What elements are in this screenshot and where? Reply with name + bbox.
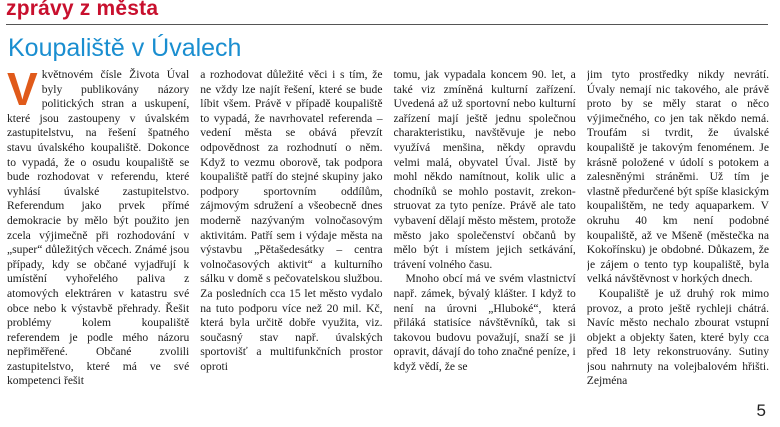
column-4	[587, 68, 769, 396]
paragraph: Koupaliště je už druhý rok mimo provoz, a proto ještě rychleji chátrá. Navíc město nechalo zbourat vstupní objekt a objekty šaten, které byly cca před 18 lety rekonstruovány. Sutiny jsou nahrnuty na volejbalovém hřišti. Zejména	[586, 286, 769, 388]
column-2	[200, 68, 382, 396]
paragraph: a rozhodovat důležité věci i s tím, že ne vždy lze najít řešení, které se bude líbit všem. Právě v případě koupaliště to vypadá, že navrhovatel referenda – vedení města se obává převzít odpovědnost za rozhodnutí o něm. Když to vezmu oborově, tak podpora koupaliště patří do stejné skupiny jako podpory sportovním oddílům, zájmovým sdružení a všeobecně dnes moderně nazývaným volnočasovým aktivitám. Patří sem i výdaje města na výstavbu „Pětašedesátky – centra volnočasových aktivit“ a kulturního sálku v domě s pečovatelskou službou. Za posledních cca 15 let město vydalo na tuto podporu více než 20 mil. Kč, která byla určitě dobře využita, viz. současný stav např. úvalských sportovišť a multifunkčních prostor oproti	[200, 68, 383, 373]
page-number: 5	[756, 401, 766, 420]
paragraph: tomu, jak vypadala koncem 90. let, a také viz zmíněná kulturní zařízení. Uvedená až už sportovní nebo kulturní zařízení mají ještě jednu společnou charakteristiku, navštěvuje je nebo využívá menšina, někdy opravdu velmi malá, obyvatel Úval. Jistě by mohl někdo namítnout, kolik ulic a chodníků se mohlo postavit, zrekonstruovat za tyto peníze. Právě ale tato vybavení dělají město městem, protože město jako společenství občanů by mělo být i místem jejich setkávání, trávení volného času.	[393, 68, 576, 271]
article-body	[7, 68, 769, 396]
paragraph	[7, 68, 189, 389]
paragraph: Mnoho obcí má ve svém vlastnictví např. zámek, bývalý klášter. I když to není na úrovni „Hluboké“, která přiláká statisíce návštěvníků, tak si takovou budovu považují, snaží se ji opravit, dávají do toho značné peníze, i když vědí, že se	[393, 272, 576, 373]
section-label: zprávy z města	[6, 0, 159, 20]
column-3	[394, 68, 576, 396]
paragraph: jim tyto prostředky nikdy nevrátí. Úvaly nemají nic takového, ale právě proto by se měly starat o něco výjimečného, co jen tak někdo nemá. Troufám si tvrdit, že úvalské koupaliště je takovým fenoménem. Je krásně položené v údolí s potokem a zalesněnými stráněmi. Už tím je vlastně předurčené být spíše klasickým koupalištěm, ne tedy aquaparkem. V okruhu 40 km není podobné koupaliště, až ve Mšeně (městečka na Kokořínsku) je obdobné. Důkazem, že je zájem o tento typ koupaliště, byla velká návštěvnost v horkých dnech.	[586, 68, 769, 286]
drop-cap: V	[7, 68, 38, 115]
paragraph-text: květnovém čísle Života Úval byly publikovány názory politických stran a uskupení, které jsou zastoupeny v úvalském zastupitelstvu, na řešení špatného stavu úvalského koupaliště. Dokonce to vypadá, že o osudu koupaliště se bude rozhodovat v referendu, které vyhlásí úvalské zastupitelstvo. Referendum jako prvek přímé demokracie by mělo být použito jen zcela výjimečně při rozhodování v „super“ důležitých věcech. Známé jsou případy, kdy se občané vyjadřují k umístění vyhořelého paliva z atomových elektráren v katastru své obce nebo k výstavbě přehrady. Řešit problémy kolem koupaliště referendem je podle mého názoru nepřiměřené. Občané zvolili zastupitelstvo, které má ve své kompetenci řešit	[7, 68, 190, 388]
section-divider	[6, 24, 768, 25]
column-1	[7, 68, 189, 396]
article-title: Koupaliště v Úvalech	[8, 34, 242, 62]
